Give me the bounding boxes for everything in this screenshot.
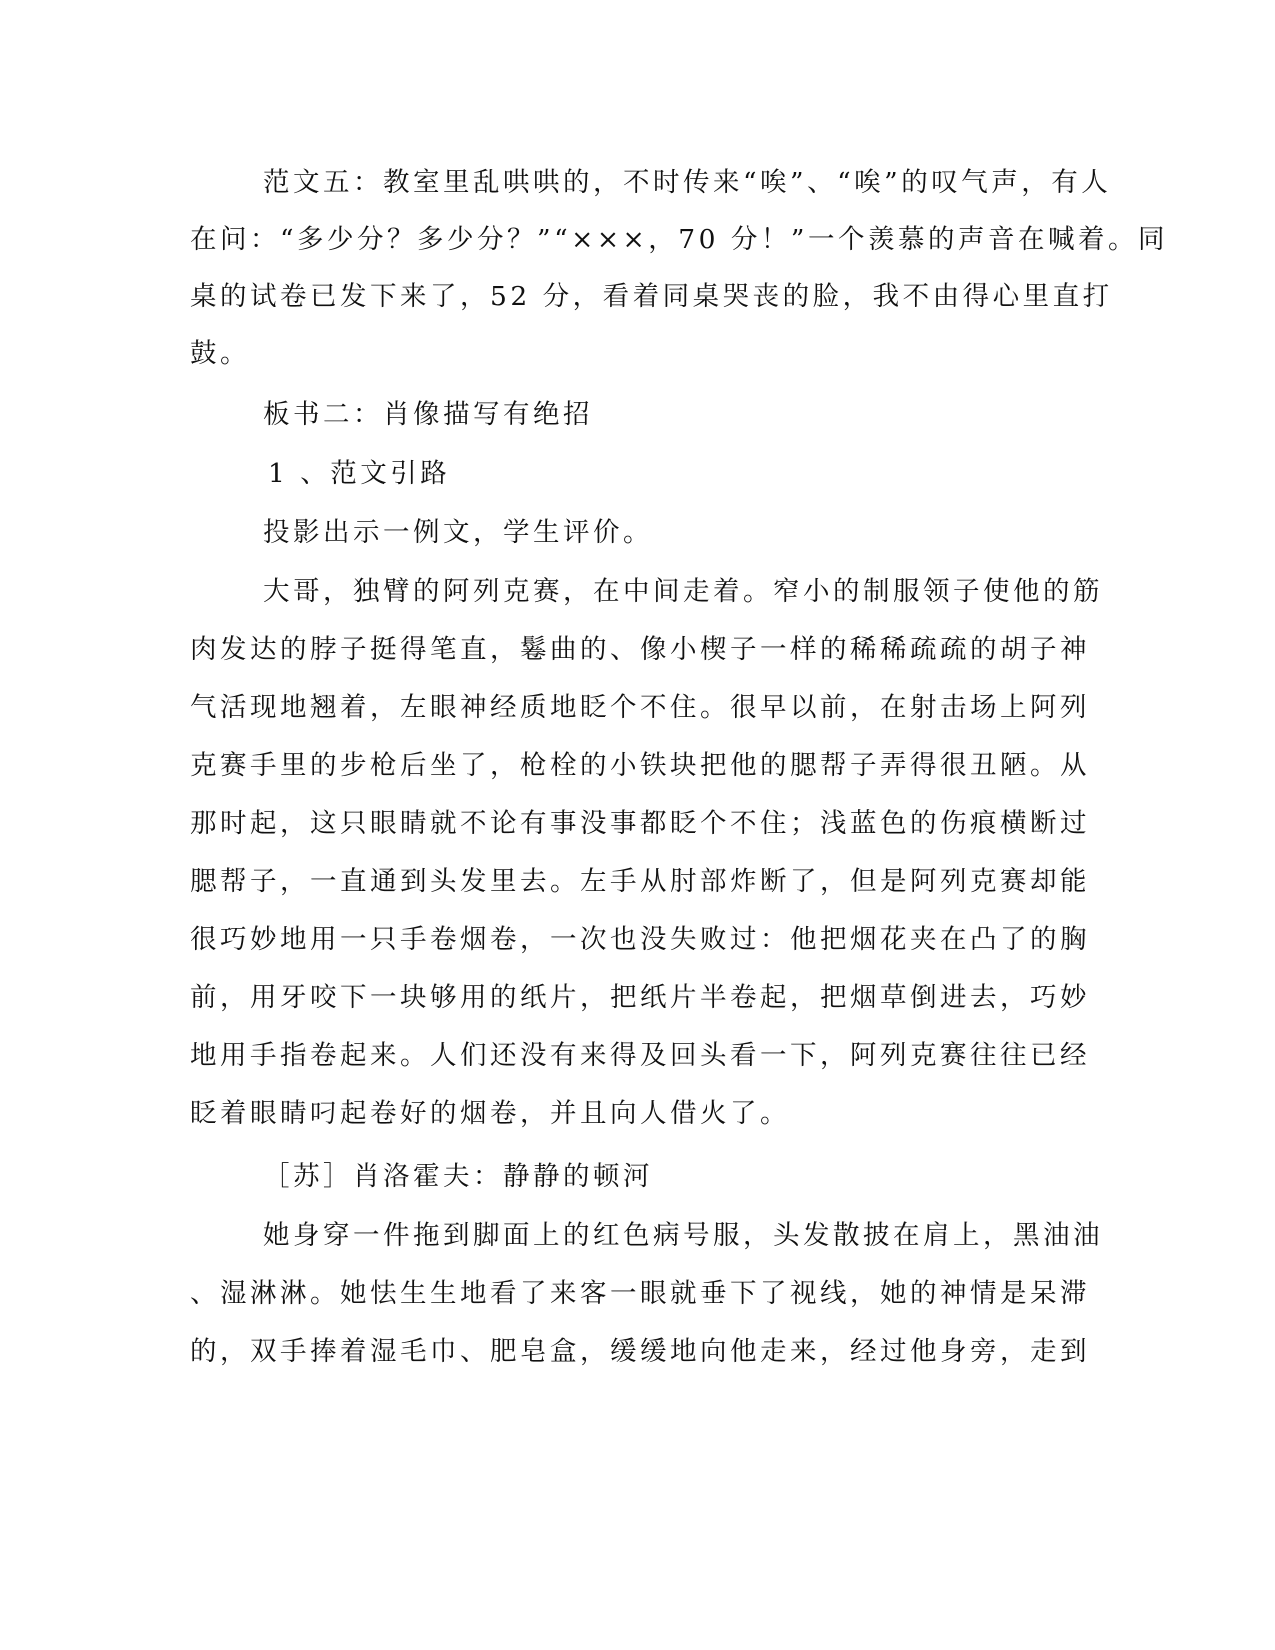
paragraph-line: 、湿淋淋。她怯生生地看了来客一眼就垂下了视线，她的神情是呆滞 <box>190 1278 1090 1309</box>
paragraph-line: 克赛手里的步枪后坐了，枪栓的小铁块把他的腮帮子弄得很丑陋。从 <box>190 750 1090 781</box>
paragraph-line: 桌的试卷已发下来了，52 分，看着同桌哭丧的脸，我不由得心里直打 <box>190 281 1113 312</box>
paragraph-line: 鼓。 <box>190 338 250 369</box>
paragraph-line: 范文五：教室里乱哄哄的，不时传来“唉”、“唉”的叹气声，有人 <box>263 167 1112 198</box>
citation-line: ［苏］肖洛霍夫：静静的顿河 <box>263 1161 653 1192</box>
paragraph-line: 地用手指卷起来。人们还没有来得及回头看一下，阿列克赛往往已经 <box>190 1040 1090 1071</box>
paragraph-line: 眨着眼睛叼起卷好的烟卷，并且向人借火了。 <box>190 1098 790 1129</box>
paragraph-line: 那时起，这只眼睛就不论有事没事都眨个不住；浅蓝色的伤痕横断过 <box>190 808 1090 839</box>
paragraph-line: 腮帮子，一直通到头发里去。左手从肘部炸断了，但是阿列克赛却能 <box>190 866 1090 897</box>
paragraph-line: 肉发达的脖子挺得笔直，鬈曲的、像小楔子一样的稀稀疏疏的胡子神 <box>190 634 1090 665</box>
paragraph-line: 在问：“多少分？多少分？”“×××，70 分！”一个羡慕的声音在喊着。同 <box>190 224 1168 255</box>
subsection-heading: 1 、范文引路 <box>268 458 451 489</box>
paragraph-line: 她身穿一件拖到脚面上的红色病号服，头发散披在肩上，黑油油 <box>263 1220 1103 1251</box>
section-heading: 板书二：肖像描写有绝招 <box>263 399 593 430</box>
paragraph-line: 的，双手捧着湿毛巾、肥皂盒，缓缓地向他走来，经过他身旁，走到 <box>190 1336 1090 1367</box>
paragraph-line: 前，用牙咬下一块够用的纸片，把纸片半卷起，把烟草倒进去，巧妙 <box>190 982 1090 1013</box>
paragraph-line: 很巧妙地用一只手卷烟卷，一次也没失败过：他把烟花夹在凸了的胸 <box>190 924 1090 955</box>
paragraph-line: 大哥，独臂的阿列克赛，在中间走着。窄小的制服领子使他的筋 <box>263 576 1103 607</box>
paragraph-line: 气活现地翘着，左眼神经质地眨个不住。很早以前，在射击场上阿列 <box>190 692 1090 723</box>
paragraph-line: 投影出示一例文，学生评价。 <box>263 517 653 548</box>
